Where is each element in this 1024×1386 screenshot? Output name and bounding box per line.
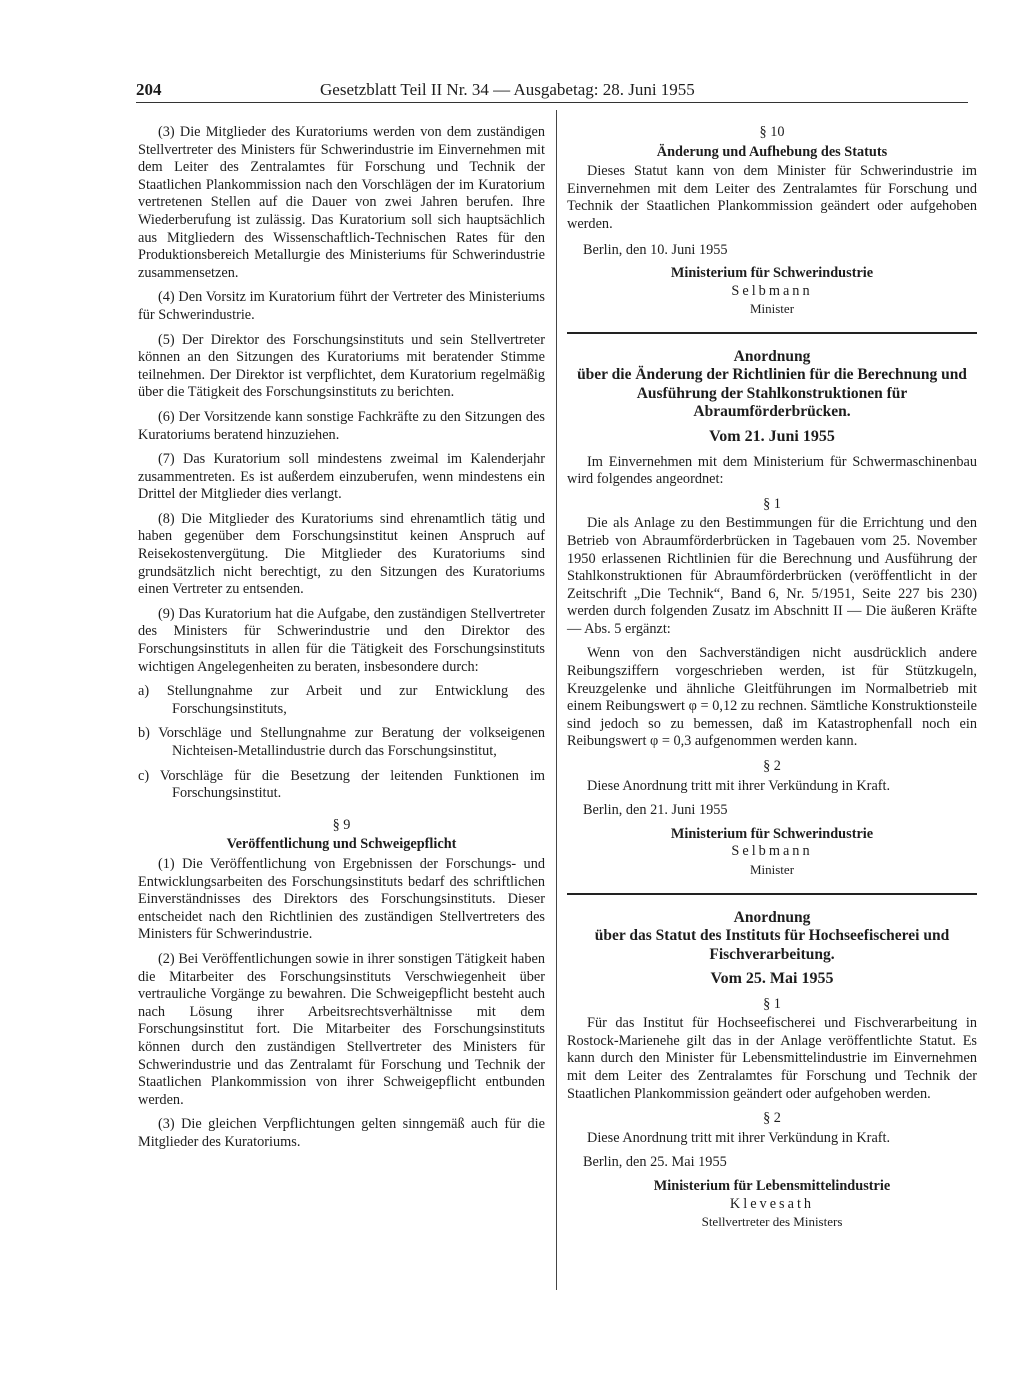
order-1-section-2-number: § 2	[763, 758, 781, 775]
list-item-a: a) Stellungnahme zur Arbeit und zur Entwicklung des Forschungsinstituts,	[138, 683, 545, 717]
section-rule-2	[567, 893, 977, 895]
signer-3: Klevesath	[729, 1195, 815, 1212]
paragraph-4: (4) Den Vorsitz im Kuratorium führt der Vertreter des Ministeriums für Schwerindustrie.	[138, 289, 545, 323]
signer-1: Selbmann	[731, 282, 813, 299]
order-2-kind: Anordnung	[733, 908, 811, 926]
order-1-section-1-text: Die als Anlage zu den Bestimmungen für die Errichtung und den Betrieb von Abraumförderbrücken in Tagebauen vom 25. November 1950 erlassenen Richtlinien für die Berechnung und Ausführung der Stahlkonstruktionen für Abraumförderbrücken (veröffentlicht in der Zeitschrift „Die Technik“, Band 6, Nr. 5/1951, Seite 227 bis 230) werden durch folgenden Zusatz im Abschnitt II — Die äußeren Kräfte — Abs. 5 ergänzt:	[567, 515, 977, 637]
order-2-section-2-text: Diese Anordnung tritt mit ihrer Verkündung in Kraft.	[587, 1129, 891, 1146]
place-date-3: Berlin, den 25. Mai 1955	[583, 1154, 727, 1171]
order-1-title: über die Änderung der Richtlinien für die Berechnung und Ausführung der Stahlkonstruktionen für Abraumförderbrücken.	[577, 366, 967, 421]
column-divider	[556, 110, 557, 1290]
section-10-number: § 10	[759, 124, 785, 140]
page-number: 204	[136, 80, 162, 99]
ministry-1: Ministerium für Schwerindustrie	[670, 265, 874, 282]
signer-2: Selbmann	[731, 843, 813, 860]
order-1-section-2-text: Diese Anordnung tritt mit ihrer Verkündung in Kraft.	[587, 777, 891, 794]
order-2-section-1-text: Für das Institut für Hochseefischerei und Fischverarbeitung in Rostock-Marienehe gilt das in der Anlage veröffentlichte Statut. Es kann durch den Minister für Lebensmittelindustrie im Einvernehmen mit dem Leiter des Zentralamtes für Forschung und Technik der Staatlichen Plankommission geändert oder aufgehoben werden.	[567, 1015, 977, 1102]
ministry-3: Ministerium für Lebensmittelindustrie	[653, 1178, 891, 1195]
paragraph-7: (7) Das Kuratorium soll mindestens zweimal im Kalenderjahr zusammentreten. Es ist außerdem einzuberufen, wenn mindestens ein Drittel der Mitglieder dies verlangt.	[138, 451, 545, 503]
order-2-section-2-number: § 2	[763, 1110, 781, 1127]
order-1-intro: Im Einvernehmen mit dem Ministerium für Schwermaschinenbau wird folgendes angeordnet:	[567, 453, 977, 488]
place-date-2: Berlin, den 21. Juni 1955	[583, 802, 728, 819]
order-2-section-1-number: § 1	[763, 995, 781, 1012]
section-9-paragraph-2: (2) Bei Veröffentlichungen sowie in ihrer sonstigen Tätigkeit haben die Mitarbeiter des Forschungsinstituts Verschwiegenheit über vertrauliche Vorgänge zu bewahren. Die Schweigepflicht besteht auch nach Lösung ihrer Arbeitsrechtsverhältnisse mit dem Forschungsinstitut fort. Die Mitarbeiter des Forschungsinstituts können durch den zuständigen Stellvertreter des Ministers für Schwerindustrie und das Zentralamt für Forschung und Technik der Staatlichen Plankommission von ihrer Schweigepflicht entbunden werden.	[138, 950, 545, 1108]
paragraph-5: (5) Der Direktor des Forschungsinstituts und sein Stellvertreter können an den Sitzungen des Kuratoriums mit beratender Stimme teilnehmen. Der Direktor ist verpflichtet, dem Kuratorium regelmäßig über die Tätigkeit des Forschungsinstituts zu berichten.	[138, 331, 545, 401]
section-10-text: Dieses Statut kann von dem Minister für Schwerindustrie im Einvernehmen mit dem Leiter des Zentralamtes für Forschung und Technik der Staatlichen Plankommission geändert oder aufgehoben werden.	[567, 163, 977, 232]
list-item-c: c) Vorschläge für die Besetzung der leitenden Funktionen im Forschungsinstitut.	[138, 767, 545, 802]
left-column	[138, 124, 545, 1158]
paragraph-3: (3) Die Mitglieder des Kuratoriums werden von dem zuständigen Stellvertreter des Ministers für Schwerindustrie im Einvernehmen mit dem Leiter des Zentralamtes für Forschung und Technik der Staatlichen Plankommission nach den Vorschlägen der im Kuratorium vertretenen Stellen auf die Dauer von zwei Jahren berufen. Ihre Wiederberufung ist zulässig. Das Kuratorium soll sich hauptsächlich aus Mitgliedern des Wissenschaftlich-Technischen Rates für den Produktionsbereich Metallurgie des Ministeriums für Schwerindustrie zusammensetzen.	[138, 124, 545, 281]
ministry-2: Ministerium für Schwerindustrie	[670, 825, 874, 842]
running-head: Gesetzblatt Teil II Nr. 34 — Ausgabetag: 28. Juni 1955	[320, 80, 695, 99]
order-1-date: Vom 21. Juni 1955	[709, 427, 835, 445]
role-3: Stellvertreter des Ministers	[701, 1214, 843, 1230]
paragraph-6: (6) Der Vorsitzende kann sonstige Fachkräfte zu den Sitzungen des Kuratoriums beratend hinzuziehen.	[138, 408, 545, 443]
role-2: Minister	[749, 862, 795, 877]
paragraph-9: (9) Das Kuratorium hat die Aufgabe, den zuständigen Stellvertreter des Ministers für Schwerindustrie und den Direktor des Forschungsinstituts in allen für die Tätigkeit des Forschungsinstituts wichtigen Angelegenheiten zu beraten, insbesondere durch:	[138, 605, 545, 675]
paragraph-8: (8) Die Mitglieder des Kuratoriums sind ehrenamtlich tätig und haben gegenüber dem Forschungsinstitut keinen Anspruch auf Reisekostenvergütung. Die Mitglieder des Kuratoriums sind grundsätzlich nicht berechtigt, zu den Sitzungen des Kuratoriums einen Vertreter zu entsenden.	[138, 510, 545, 598]
order-1-section-1-addition: Wenn von den Sachverständigen nicht ausdrücklich andere Reibungsziffern vorgeschrieben werden, ist für Stützkugeln, Kreuzgelenke und ähnliche Gleitführungen im Normalbetrieb mit einem Reibungswert φ = 0,12 zu rechnen. Sämtliche Konstruktionsteile sind jedoch so zu bemessen, daß im Katastrophenfall noch ein Reibungswert φ = 0,3 aufgenommen werden kann.	[567, 645, 977, 750]
section-10-title: Änderung und Aufhebung des Statuts	[656, 143, 888, 160]
order-2-date: Vom 25. Mai 1955	[710, 970, 834, 988]
right-column	[567, 124, 977, 1239]
order-1-section-1-number: § 1	[763, 495, 781, 512]
place-date-1: Berlin, den 10. Juni 1955	[583, 241, 728, 258]
role-1: Minister	[749, 301, 795, 317]
section-9-paragraph-3: (3) Die gleichen Verpflichtungen gelten sinngemäß auch für die Mitglieder des Kuratoriums.	[138, 1116, 545, 1150]
section-9-paragraph-1: (1) Die Veröffentlichung von Ergebnissen der Forschungs- und Entwicklungsarbeiten des Forschungsinstituts bedarf des schriftlichen Einverständnisses des Direktors des Forschungsinstituts. Dieser entscheidet nach den Richtlinien des zuständigen Stellvertreters des Ministers für Schwerindustrie.	[138, 855, 545, 943]
section-9-number: § 9	[332, 816, 351, 833]
section-rule-1	[567, 332, 977, 334]
page-header	[136, 80, 968, 103]
list-item-b: b) Vorschläge und Stellungnahme zur Beratung der volkseigenen Nichteisen-Metallindustrie durch das Forschungsinstitut,	[138, 725, 545, 759]
order-2-title: über das Statut des Instituts für Hochseefischerei und Fischverarbeitung.	[594, 927, 950, 963]
order-1-kind: Anordnung	[733, 347, 811, 365]
section-9-title: Veröffentlichung und Schweigepflicht	[226, 836, 457, 853]
